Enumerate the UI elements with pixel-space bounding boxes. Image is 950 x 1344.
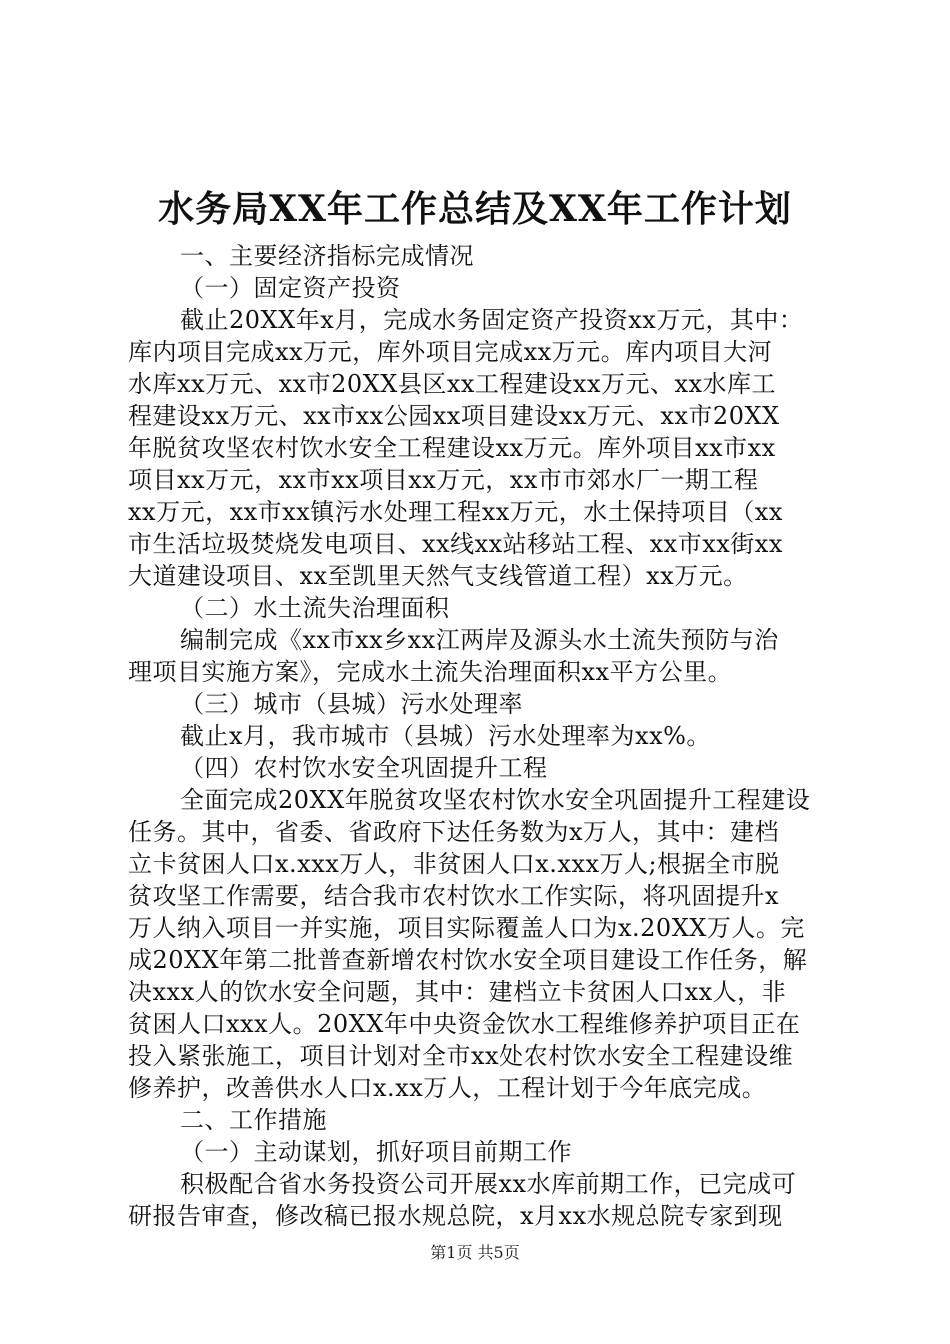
text-line: 年脱贫攻坚农村饮水安全工程建设xx万元。库外项目xx市xx xyxy=(128,434,776,462)
text-line: （四）农村饮水安全巩固提升工程 xyxy=(180,754,548,782)
text-line: 截止x月，我市城市（县城）污水处理率为xx%。 xyxy=(180,722,711,750)
text-line: 项目xx万元，xx市xx项目xx万元，xx市市郊水厂一期工程 xyxy=(128,466,759,494)
text-line: （一）主动谋划，抓好项目前期工作 xyxy=(180,1138,572,1166)
text-line: 库内项目完成xx万元，库外项目完成xx万元。库内项目大河 xyxy=(128,338,773,366)
text-line: 研报告审查，修改稿已报水规总院，x月xx水规总院专家到现 xyxy=(128,1202,783,1230)
document-body xyxy=(128,240,832,1232)
text-line: xx万元，xx市xx镇污水处理工程xx万元，水土保持项目（xx xyxy=(128,498,783,526)
page-footer: 第1页 共5页 xyxy=(430,1243,520,1262)
text-line: 决xxx人的饮水安全问题，其中：建档立卡贫困人口xx人，非 xyxy=(128,978,787,1006)
text-line: 截止20XX年x月，完成水务固定资产投资xx万元，其中： xyxy=(180,306,804,334)
text-line: 程建设xx万元、xx市xx公园xx项目建设xx万元、xx市20XX xyxy=(128,402,780,430)
text-line: 投入紧张施工，项目计划对全市xx处农村饮水安全工程建设维 xyxy=(128,1042,794,1070)
text-line: 修养护，改善供水人口x.xx万人，工程计划于今年底完成。 xyxy=(128,1074,767,1102)
text-line: 市生活垃圾焚烧发电项目、xx线xx站移站工程、xx市xx街xx xyxy=(128,530,783,558)
text-line: 大道建设项目、xx至凯里天然气支线管道工程）xx万元。 xyxy=(128,562,748,590)
text-line: （一）固定资产投资 xyxy=(180,274,401,302)
text-line: 水库xx万元、xx市20XX县区xx工程建设xx万元、xx水库工 xyxy=(128,370,777,398)
text-line: （二）水土流失治理面积 xyxy=(180,594,450,622)
text-line: 理项目实施方案》，完成水土流失治理面积xx平方公里。 xyxy=(128,658,733,686)
text-line: 立卡贫困人口x.xxx万人，非贫困人口x.xxx万人;根据全市脱 xyxy=(128,850,780,878)
document-title: 水务局XX年工作总结及XX年工作计划 xyxy=(158,188,792,230)
text-line: 一、主要经济指标完成情况 xyxy=(180,242,474,270)
text-line: 编制完成《xx市xx乡xx江两岸及源头水土流失预防与治 xyxy=(180,626,779,654)
text-line: 全面完成20XX年脱贫攻坚农村饮水安全巩固提升工程建设 xyxy=(180,786,811,814)
text-line: 成20XX年第二批普查新增农村饮水安全项目建设工作任务，解 xyxy=(128,946,808,974)
text-line: 贫攻坚工作需要，结合我市农村饮水工作实际，将巩固提升x xyxy=(128,882,780,910)
text-line: 积极配合省水务投资公司开展xx水库前期工作，已完成可 xyxy=(180,1170,797,1198)
text-line: 万人纳入项目一并实施，项目实际覆盖人口为x.20XX万人。完 xyxy=(128,914,805,942)
text-line: 任务。其中，省委、省政府下达任务数为x万人，其中：建档 xyxy=(128,818,780,846)
text-line: （三）城市（县城）污水处理率 xyxy=(180,690,523,718)
text-line: 二、工作措施 xyxy=(180,1106,327,1134)
text-line: 贫困人口xxx人。20XX年中央资金饮水工程维修养护项目正在 xyxy=(128,1010,801,1038)
